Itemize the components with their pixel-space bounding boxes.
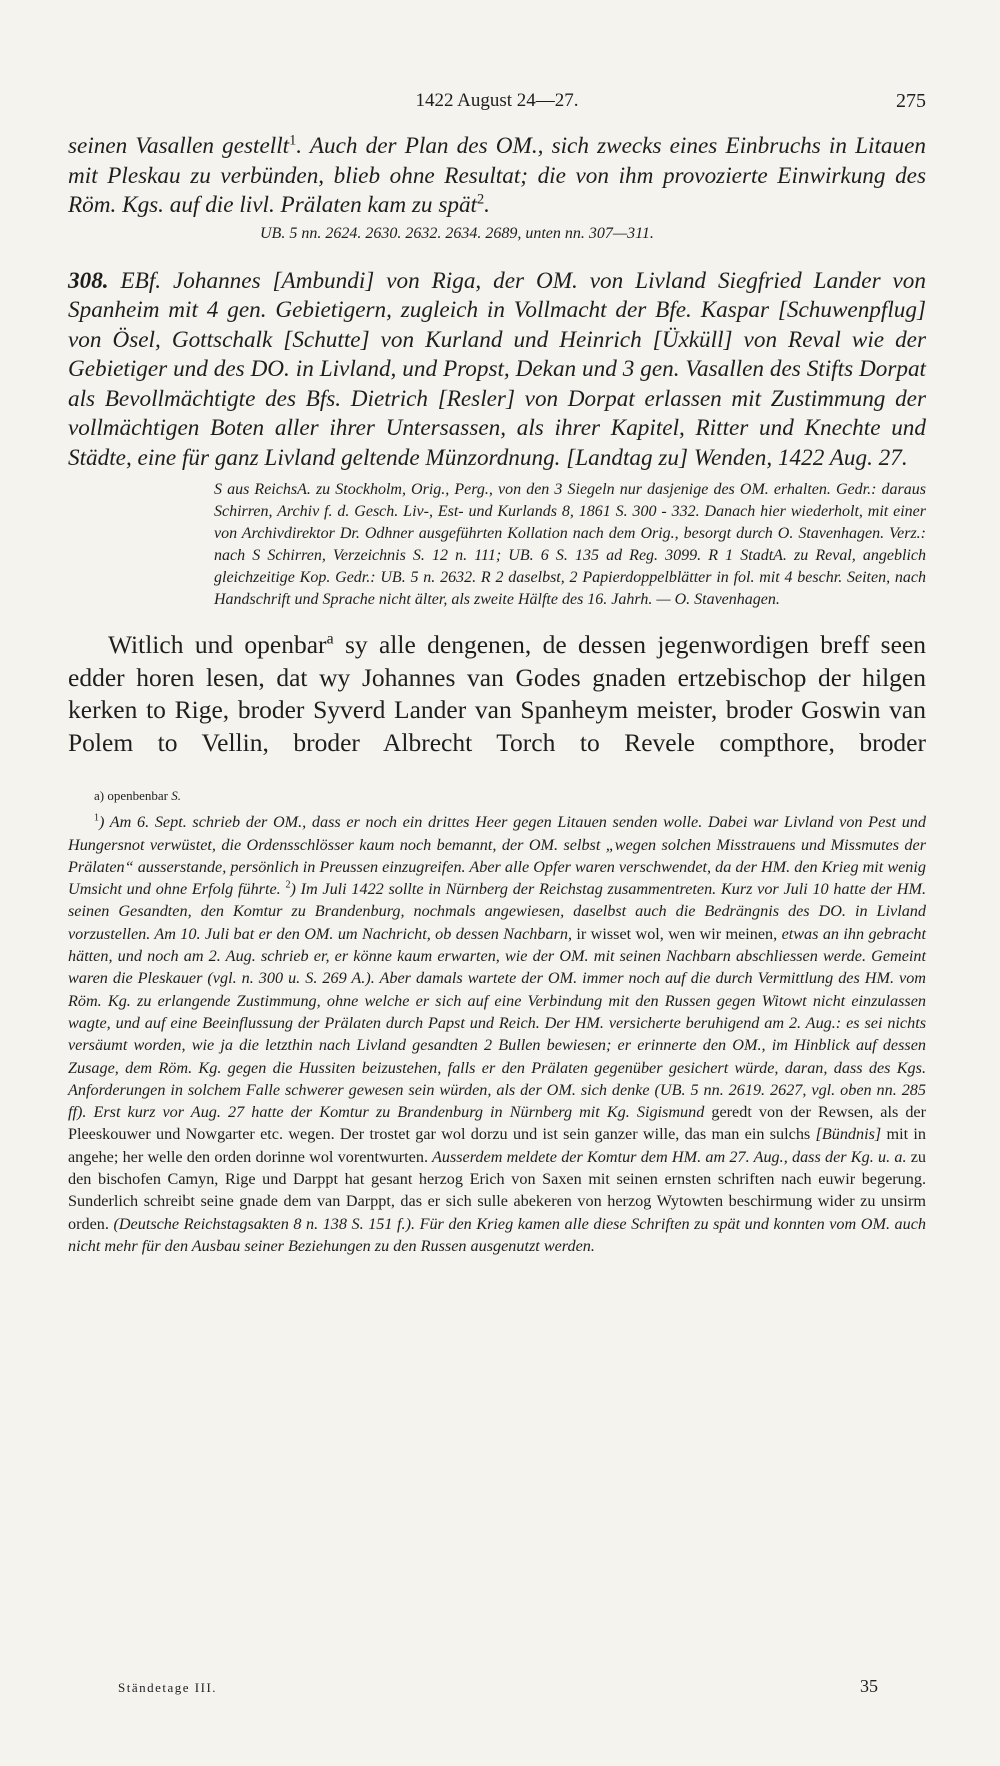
regest-text: EBf. Johannes [Ambundi] von Riga, der OM. von Livland Siegfried Lander von Spanheim mit 4 gen. Gebietigern, zugleich in Vollmacht der Bfe. Kaspar [Schuwenpflug] von Ösel, Gottschalk [Schutte] von Kurland und Heinrich [Üxküll] von Reval wie der Gebietiger und des DO. in Livland, und Propst, Dekan und 3 gen. Vasallen des Stifts Dorpat als Bevollmächtigte des Bfs. Dietrich [Resler] von Dorpat erlassen mit Zustimmung der vollmächtigen Boten aller ihrer Untersassen, als ihrer Kapitel, Ritter und Knechte und Städte, eine für ganz Livland geltende Münzordnung. [Landtag zu] Wenden, 1422 Aug. 27. xyxy=(68,267,926,471)
signature-mark: Ständetage III. xyxy=(118,1680,218,1695)
footnote-label-2: 2 xyxy=(285,879,291,891)
page-number: 275 xyxy=(896,90,926,112)
document-regest xyxy=(68,267,926,474)
running-title: 1422 August 24—27. xyxy=(415,90,579,111)
footnote-label-1: 1 xyxy=(94,812,100,824)
running-header xyxy=(68,78,926,118)
document-number: 308. xyxy=(68,267,109,294)
footnote-2-text: Im Juli 1422 sollte in Nürnberg der Reichstag zusammentreten. Kurz vor Juli 10 hatte der HM. seinen Gesandten, den Komtur zu Brandenburg, nochmals angewiesen, daselbst auch die Bedrängnis des DO. in Livland vorzustellen. Am 10. Juli bat er den OM. um Nachricht, ob dessen Nachbarn, xyxy=(68,880,927,943)
footnotes xyxy=(68,785,926,1257)
quotation: ir wisset wol, wen wir meinen, xyxy=(576,924,778,943)
footnote-ref-1: 1 xyxy=(289,132,297,149)
textual-note-a: a) openbenbar S. xyxy=(94,788,181,803)
preceding-text: seinen Vasallen gestellt$^1$. Auch der Plan des OM., sich zwecks eines Einbruchs in Litauen mit Pleskau zu verbünden, blieb ohne Resultat; die von ihm provozierte Einwirkung des Röm. Kgs. auf die livl. Prälaten kam zu spät$^2$. xyxy=(68,132,926,218)
document-text: Witlich und openbar$^a$ sy alle dengenen, de dessen jegenwordigen breff seen edder horen lesen, dat wy Johannes van Godes gnaden ertzebischop der hilgen kerken to Rige, broder Syverd Lander van Spanheym meister, broder Goswin van Polem to Vellin, broder Albrecht Torch to Revele compthore, broder xyxy=(68,630,926,757)
quotation: geredt von der Rewsen, als der Pleeskouwer und Nowgarter etc. wegen. Der trostet gar wol dorzu und ist sein ganzer wille, das man ein sulchs xyxy=(68,1103,927,1144)
page-footer xyxy=(118,1676,878,1704)
critical-apparatus: S aus ReichsA. zu Stockholm, Orig., Perg., von den 3 Siegeln nur dasjenige des OM. erhalten. Gedr.: daraus Schirren, Archiv f. d. Gesch. Liv-, Est- und Kurlands 8, 1861 S. 300 - 332. Danach hier wiederholt, mit einer von Archivdirektor Dr. Odhner ausgeführten Kollation nach dem Orig., besorgt durch O. Stavenhagen. Verz.: nach S Schirren, Verzeichnis S. 12 n. 111; UB. 6 S. 135 ad Reg. 3099. R 1 StadtA. zu Reval, angeblich gleichzeitige Kop. Gedr.: UB. 5 n. 2632. R 2 daselbst, 2 Papierdoppelblätter in fol. mit 4 beschr. Seiten, nach Handschrift und Sprache nicht älter, als zweite Hälfte des 16. Jahrh. — O. Stavenhagen. xyxy=(214,481,926,608)
sheet-number: 35 xyxy=(860,1676,878,1696)
footnote-1-text: Am 6. Sept. schrieb der OM., dass er noch ein drittes Heer gegen Litauen senden wolle. Dabei war Livland von Pest und Hungersnot verwüstet, die Ordensschlösser kaum noch bemannt, der OM. selbst „wegen solchen Misstrauens und Missmutes der Prälaten“ ausserstande, persönlich in Preussen einzugreifen. Aber alle Opfer waren verschwendet, da der HM. den Krieg mit wenig Umsicht und ohne Erfolg führte. xyxy=(68,813,926,899)
book-page xyxy=(68,78,926,1257)
footnote-body: $^1$) Am 6. Sept. schrieb der OM., dass er noch ein drittes Heer gegen Litauen senden wolle. Dabei war Livland von Pest und Hungersnot verwüstet, die Ordensschlösser kaum noch bemannt, der OM. selbst „wegen solchen Misstrauens und Missmutes der Prälaten“ ausserstande, persönlich in Preussen einzugreifen. Aber alle Opfer waren verschwendet, da der HM. den Krieg mit wenig Umsicht und ohne Erfolg führte. $^2$) Im Juli 1422 sollte in Nürnberg der Reichstag zusammentreten. Kurz vor Juli 10 hatte der HM. seinen Gesandten, den Komtur zu Brandenburg, nochmals angewiesen, daselbst auch die Bedrängnis des DO. in Livland vorzustellen. Am 10. Juli bat er den OM. um Nachricht, ob dessen Nachbarn, ir wisset wol, wen wir meinen, etwas an ihn gebracht hätten, und noch am 2. Aug. schrieb er, er könne kaum erwarten, wie der OM. mit seinen Nachbarn abschliessen werde. Gemeint waren die Pleskauer (vgl. n. 300 u. S. 269 A.). Aber damals wartete der OM. immer noch auf die durch Vermittlung des HM. vom Röm. Kg. zu erlangende Zustimmung, ohne welche er sich auf eine Verbindung mit den Russen gegen Witowt nicht einzulassen wagte, und auf eine Beeinflussung der Prälaten durch Papst und Reich. Der HM. versicherte beruhigend am 2. Aug.: es sei nichts versäumt worden, wie ja die letzthin nach Livland gesandten 2 Bullen bewiesen; er erinnerte den OM., im Hinblick auf dessen Zusage, dem Röm. Kg. gegen die Hussiten beizustehen, falls er den Prälaten gegenüber gesichert würde, daran, dass des Kgs. Anforderungen in solchem Falle schwerer gewesen sein würden, als der OM. sich denke (UB. 5 nn. 2619. 2627, vgl. oben nn. 285 ff). Erst kurz vor Aug. 27 hatte der Komtur zu Brandenburg in Nürnberg mit Kg. Sigismund geredt von der Rewsen, als der Pleeskouwer und Nowgarter etc. wegen. Der trostet gar wol dorzu und ist sein ganzer wille, das man ein sulchs [Bündnis] mit in angehe; her welle den orden dorinne wol vorentwurten. Ausserdem meldete der Komtur dem HM. am 27. Aug., dass der Kg. u. a. zu den bischofen Camyn, Rige und Darppt hat gesant herzog Erich von Saxen mit seinen ernsten schriften nach euwir begerung. Sunderlich schreibt seine gnade dem van Darppt, das er sich sulle abekeren von herzog Wytowten beschirmung wider zu unsirm orden. (Deutsche Reichstagsakten 8 n. 138 S. 151 f.). Für den Krieg kamen alle diese Schriften zu spät und konnten vom OM. auch nicht mehr für den Ausbau seiner Beziehungen zu den Russen ausgenutzt werden. xyxy=(68,812,927,1255)
source-references: UB. 5 nn. 2624. 2630. 2632. 2634. 2689, unten nn. 307—311. xyxy=(260,224,654,242)
quotation: zu den bischofen Camyn, Rige und Darppt hat gesant herzog Erich von Saxen mit seinen ernsten schriften nach euwir begerung. Sunderlich schreibt seine gnade dem van Darppt, das er sich sulle abekeren von herzog Wytowten beschirmung wider zu unsirm orden. xyxy=(68,1147,927,1233)
textual-note-ref-a: a xyxy=(326,630,334,648)
quotation: mit in angehe; her welle den orden dorinne wol vorentwurten. xyxy=(68,1125,927,1166)
footnote-ref-2: 2 xyxy=(476,191,485,208)
